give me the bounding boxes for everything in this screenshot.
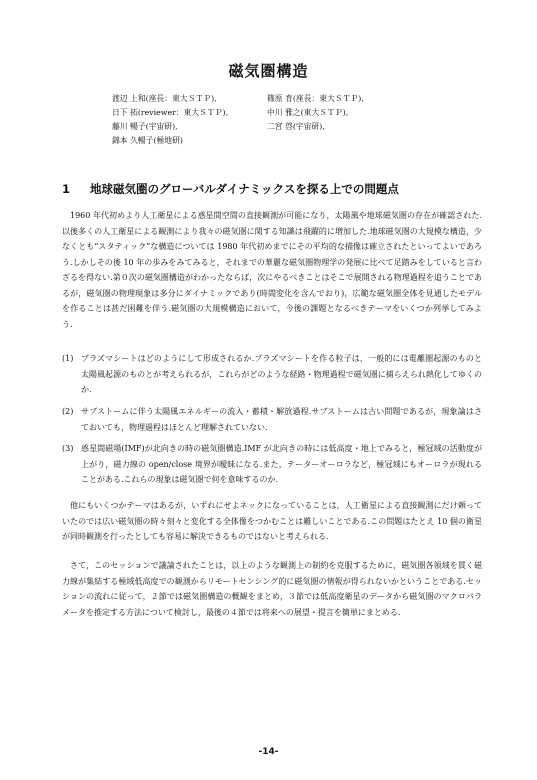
list-item-text: サブストームに伴う太陽風エネルギーの流入・蓄積・解放過程.サブストームは古い問題であるが，現象論はさておいても，物理過程はほとんど理解されていない. — [81, 407, 482, 432]
author-row — [112, 106, 442, 120]
list-item-marker: (3) — [62, 444, 74, 453]
paper-title: 磁気圏構造 — [228, 62, 309, 80]
section-heading — [62, 181, 482, 197]
author-list — [112, 92, 442, 148]
page-number: -14- — [258, 747, 279, 757]
list-item — [62, 351, 482, 398]
author-row — [112, 120, 442, 134]
closing-paragraph: 他にもいくつかテーマはあるが，いずれにせよネックになっていることは，人工衛星による直接観測にだけ頼っていたのでは広い磁気圏の時々刻々と変化する全体像をつかむことは難しいことである.この問題はたとえ 10 個の衛星が同時観測を行ったとしても容易に解決できるものではないと考えられる. — [62, 501, 482, 541]
list-item-marker: (2) — [62, 407, 74, 416]
list-item-text: プラズマシートはどのようにして形成されるか.プラズマシートを作る粒子は，一般的には電離圏起源のものと太陽風起源のものとが考えられるが，これらがどのような経路・物理過程で磁気圏に捕らえられ熱化してゆくのか. — [81, 354, 482, 394]
author-name: 二宮 啓(宇宙研), — [267, 122, 325, 131]
author-name: 篠原 育(座長：東大ＳＴＰ), — [267, 94, 364, 103]
section-title: 地球磁気圏のグローバルダイナミックスを探る上での問題点 — [90, 182, 399, 196]
author-name: 藤川 暢子(宇宙研), — [112, 122, 178, 131]
intro-paragraph: 1960 年代初めより人工衛星による惑星間空間の直接観測が可能になり，太陽風や地球磁気圏の存在が確認された.以後多くの人工衛星による観測により我々の磁気圏に関する知識は飛躍的に増加した.地球磁気圏の大規模な構造，少なくとも“スタティック”な構造については 1980 年代初めまでにその平均的な描像は確立されたといってよいであろう.しかしその後 10 年の歩みをみてみると，それまでの華麗な磁気圏物理学の発展に比べて足踏みをしていると言わざるを得ない.第０次の磁気圏構造がわかったならば，次にやるべきことはそこで展開される物理過程を追うことであるが，磁気圏の物理現象は多分にダイナミックであり(時間変化を含んでおり)，広範な磁気圏全体を見通したモデルを作ることは甚だ困難を伴う.磁気圏の大規模構造において，今後の課題となるべきテーマをいくつか列挙してみよう. — [62, 211, 482, 329]
author-name: 渡辺 上和(座長：東大ＳＴＰ), — [112, 94, 217, 103]
author-row — [112, 134, 442, 148]
author-row — [112, 92, 442, 106]
author-name: 中川 雅之(東大ＳＴＰ), — [267, 108, 349, 117]
list-item — [62, 441, 482, 488]
list-item — [62, 404, 482, 435]
list-item-marker: (1) — [62, 354, 74, 363]
list-item-text: 惑星間磁場(IMF)が北向きの時の磁気圏構造.IMF が北向きの時には低高度・地上でみると，極冠域の活動度が上がり，磁力線の open/close 境界が曖昧になる.また，テーターオーロラなど，極冠域にもオーロラが現れることがある.これらの現象は磁気圏で何を意味するのか. — [81, 444, 482, 484]
closing-paragraph: さて，このセッションで議論されたことは，以上のような観測上の制約を克服するために，磁気圏各領域を貫く磁力線が集結する極域低高度での観測からリモートセンシング的に磁気圏の情報が得られないかということである.セッションの流れに従って，２節では磁気圏構造の概観をまとめ，３節では低高度衛星のデータから磁気圏のマクロパラメータを推定する方法について検討し，最後の４節では将来への展望・提言を簡単にまとめる. — [62, 561, 482, 617]
author-name: 日下 拓(reviewer：東大ＳＴＰ), — [112, 108, 229, 117]
author-name: 錦本 久暢子(極地研) — [112, 136, 183, 145]
section-number: 1 — [62, 182, 71, 196]
